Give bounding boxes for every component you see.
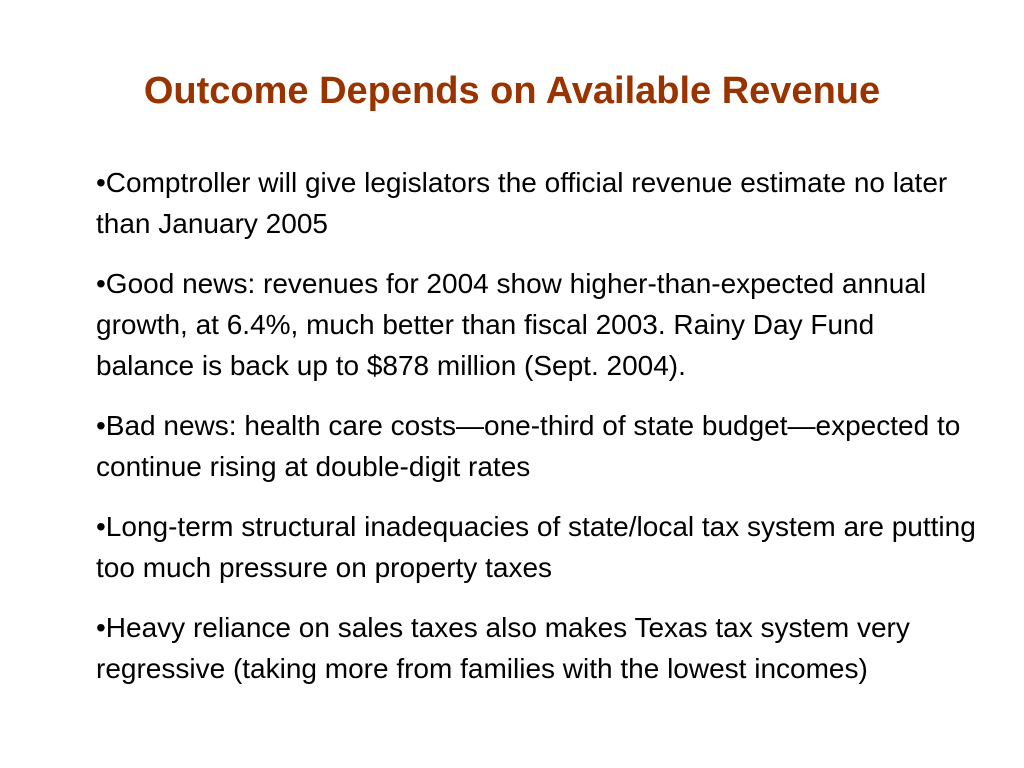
bullet-item: •Heavy reliance on sales taxes also makes Texas tax system very regressive (taking more from families with the lowest incomes)	[96, 612, 910, 684]
bullet-item: •Good news: revenues for 2004 show higher-than-expected annual growth, at 6.4%, much better than fiscal 2003. Rainy Day Fund balance is back up to $878 million (Sept. 2004).	[96, 268, 927, 381]
bullet-list	[96, 162, 976, 708]
slide-title: Outcome Depends on Available Revenue	[143, 70, 881, 112]
bullet-item: •Bad news: health care costs—one-third of state budget—expected to continue rising at double-digit rates	[96, 410, 961, 482]
bullet-item: •Long-term structural inadequacies of state/local tax system are putting too much pressure on property taxes	[96, 511, 976, 583]
bullet-item: •Comptroller will give legislators the official revenue estimate no later than January 2005	[96, 167, 948, 239]
